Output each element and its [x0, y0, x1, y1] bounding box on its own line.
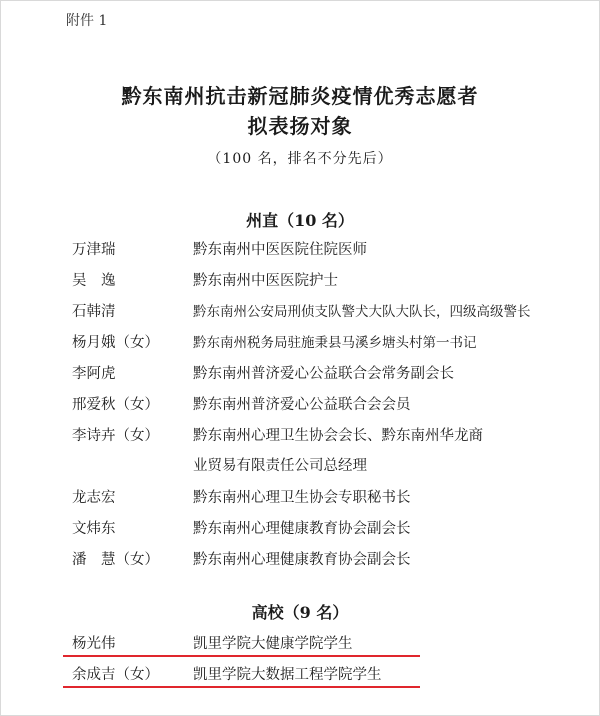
list-item [0, 362, 600, 386]
person-unit: 凯里学院大健康学院学生 [193, 636, 353, 652]
person-unit: 黔东南州普济爱心公益联合会会员 [193, 397, 411, 413]
list-item [0, 269, 600, 293]
red-underline [63, 655, 420, 657]
person-name: 石韩清 [72, 304, 116, 320]
person-unit: 黔东南州心理卫生协会会长、黔东南州华龙商 [193, 428, 483, 444]
list-item [0, 486, 600, 510]
person-unit-continued: 业贸易有限责任公司总经理 [193, 458, 367, 474]
document-title-line1: 黔东南州抗击新冠肺炎疫情优秀志愿者 [121, 84, 479, 108]
person-name: 杨光伟 [72, 636, 116, 652]
red-underline [63, 686, 420, 688]
list-item [0, 300, 600, 324]
person-name: 李诗卉（女） [72, 428, 159, 444]
person-name: 杨月娥（女） [72, 335, 159, 351]
person-name: 潘 慧（女） [72, 552, 159, 568]
person-unit: 黔东南州心理健康教育协会副会长 [193, 521, 411, 537]
person-unit: 黔东南州税务局驻施秉县马溪乡塘头村第一书记 [193, 335, 477, 351]
list-item [0, 424, 600, 478]
attachment-label: 附件 1 [66, 13, 108, 29]
person-name: 吴 逸 [72, 273, 116, 289]
list-item [0, 331, 600, 355]
person-name: 余成吉（女） [72, 667, 159, 683]
person-unit: 凯里学院大数据工程学院学生 [193, 667, 382, 683]
person-name: 万津瑞 [72, 242, 116, 258]
section-heading-gaoxiao: 高校（9 名） [251, 603, 349, 622]
person-unit: 黔东南州中医医院护士 [193, 273, 338, 289]
person-name: 李阿虎 [72, 366, 116, 382]
list-item [0, 663, 600, 687]
list-item [0, 548, 600, 572]
person-unit: 黔东南州心理卫生协会专职秘书长 [193, 490, 411, 506]
list-item [0, 238, 600, 262]
document-title-line2: 拟表扬对象 [247, 114, 353, 138]
document-subtitle: （100 名，排名不分先后） [207, 151, 393, 167]
list-item [0, 632, 600, 656]
person-unit: 黔东南州心理健康教育协会副会长 [193, 552, 411, 568]
person-unit: 黔东南州公安局刑侦支队警犬大队大队长，四级高级警长 [193, 304, 531, 320]
person-unit: 黔东南州中医医院住院医师 [193, 242, 367, 258]
section-heading-zhouzhi: 州直（10 名） [246, 211, 354, 230]
person-unit: 黔东南州普济爱心公益联合会常务副会长 [193, 366, 454, 382]
person-name: 龙志宏 [72, 490, 116, 506]
list-item [0, 393, 600, 417]
person-name: 邢爱秋（女） [72, 397, 159, 413]
list-item [0, 517, 600, 541]
person-name: 文炜东 [72, 521, 116, 537]
